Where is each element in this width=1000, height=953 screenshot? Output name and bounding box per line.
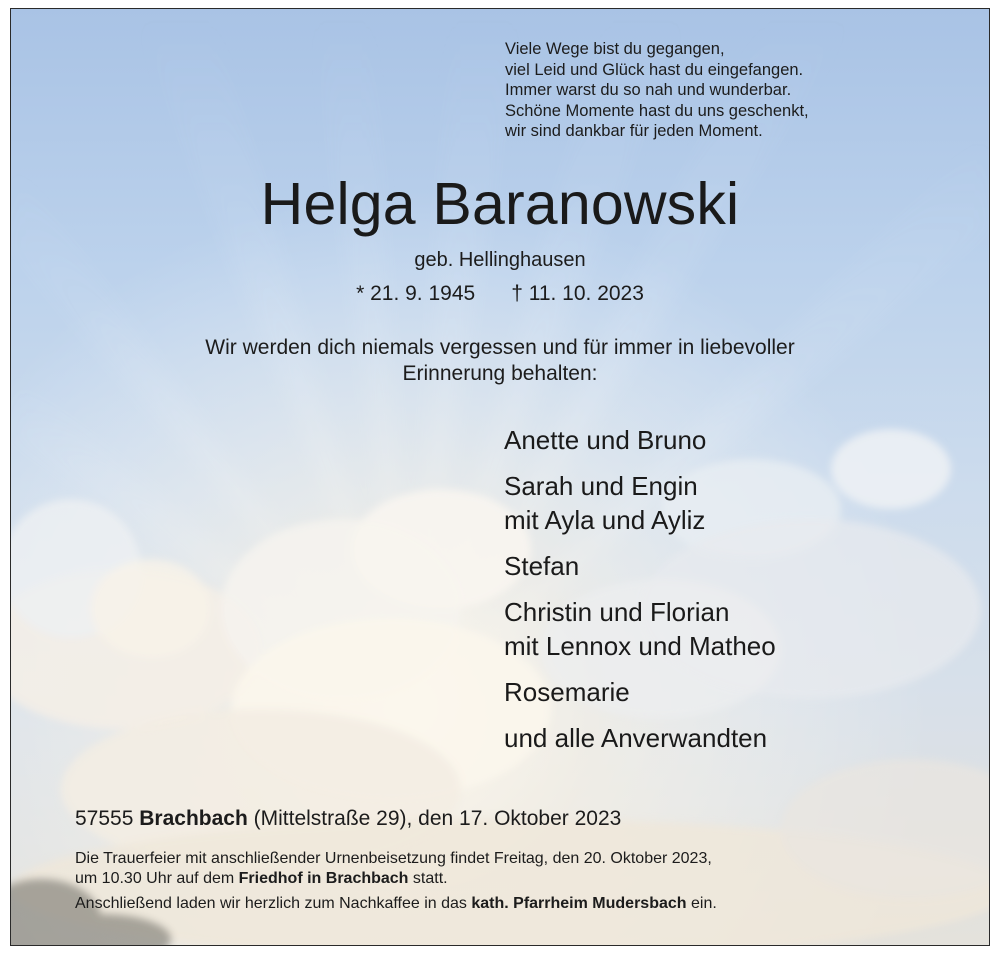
parish-hall-name: kath. Pfarrheim Mudersbach — [471, 895, 687, 912]
funeral-line-2-pre: um 10.30 Uhr auf dem — [75, 869, 235, 887]
coffee-info — [75, 894, 955, 914]
poem-line: viel Leid und Glück hast du eingefangen. — [505, 60, 804, 79]
poem-line: Viele Wege bist du gegangen, — [505, 40, 725, 58]
mourner-group — [504, 675, 944, 709]
place-and-date — [75, 805, 955, 833]
town-name: Brachbach — [139, 807, 248, 830]
funeral-line-1: Die Trauerfeier mit anschließender Urnenbeisetzung findet Freitag, den 20. Oktober 2023, — [75, 850, 712, 867]
mourner-line: mit Lennox und Matheo — [504, 631, 776, 661]
deceased-name: Helga Baranowski — [260, 171, 740, 237]
poem-line: Schöne Momente hast du uns geschenkt, — [505, 101, 809, 120]
death-date: † 11. 10. 2023 — [511, 282, 644, 305]
mourner-group — [504, 469, 944, 537]
mourner-line: Sarah und Engin — [504, 471, 698, 501]
life-dates — [11, 280, 989, 308]
mourners-list — [504, 423, 944, 767]
mourner-group — [504, 549, 944, 583]
mourner-line: Anette und Bruno — [504, 425, 707, 455]
maiden-name: geb. Hellinghausen — [414, 249, 586, 271]
remembrance-text — [11, 335, 989, 387]
poem — [505, 39, 925, 142]
remembrance-line: Erinnerung behalten: — [402, 362, 598, 385]
funeral-line-2-post: statt. — [412, 869, 448, 887]
cemetery-name: Friedhof in Brachbach — [238, 869, 409, 887]
birth-date: * 21. 9. 1945 — [356, 282, 476, 305]
coffee-post: ein. — [690, 895, 717, 912]
poem-line: Immer warst du so nah und wunderbar. — [505, 81, 792, 100]
obituary-card — [10, 8, 990, 946]
mourner-line: Rosemarie — [504, 677, 630, 707]
mourner-line: mit Ayla und Ayliz — [504, 505, 706, 535]
zip-code: 57555 — [75, 807, 134, 830]
funeral-info — [75, 849, 955, 888]
coffee-pre: Anschließend laden wir herzlich zum Nachkaffee in das — [75, 895, 467, 912]
mourner-group — [504, 721, 944, 755]
mourner-line: und alle Anverwandten — [504, 723, 768, 753]
remembrance-line: Wir werden dich niemals vergessen und für immer in liebevoller — [205, 336, 795, 359]
poem-line: wir sind dankbar für jeden Moment. — [505, 122, 763, 141]
funeral-notice — [75, 849, 955, 914]
mourner-group — [504, 595, 944, 663]
mourner-group — [504, 423, 944, 457]
mourner-line: Christin und Florian — [504, 597, 730, 627]
mourner-line: Stefan — [504, 551, 580, 581]
address-date: (Mittelstraße 29), den 17. Oktober 2023 — [253, 807, 622, 830]
